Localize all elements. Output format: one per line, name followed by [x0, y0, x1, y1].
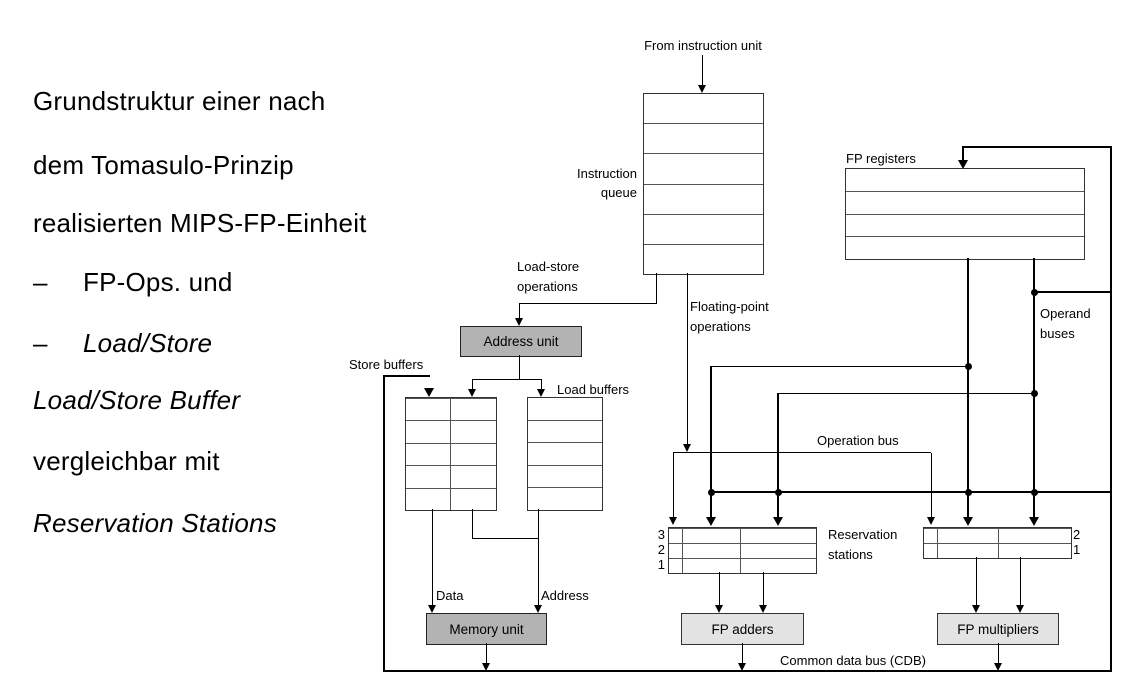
table-row: [406, 488, 496, 510]
connector-line: [486, 643, 487, 664]
arrowhead: [1029, 517, 1039, 526]
column-divider: [682, 528, 683, 573]
table-row: [669, 543, 816, 558]
arrowhead: [972, 605, 980, 613]
cdb-operand-branch: [1034, 291, 1111, 293]
reservation-stations-adders-box: [668, 527, 817, 574]
store-buffers-label: Store buffers: [349, 357, 424, 372]
table-row: [406, 443, 496, 465]
fp-adders-box: FP adders: [681, 613, 804, 645]
operation-bus-label: Operation bus: [817, 433, 899, 448]
operand-tap-line: [711, 366, 968, 367]
reservation-stations-label: Reservation stations: [828, 527, 898, 562]
operand-bus-line: [1033, 258, 1035, 518]
address-line: [538, 509, 539, 605]
cdb-right-riser: [1110, 146, 1112, 672]
table-row: [528, 465, 602, 488]
cdb-bottom-line: [383, 670, 1112, 672]
junction-dot: [965, 489, 972, 496]
bullet-line-1: – FP-Ops. und: [33, 267, 233, 297]
data-line: [432, 509, 433, 605]
bullet-dash: –: [33, 267, 48, 297]
arrowhead: [706, 517, 716, 526]
junction-dot: [775, 489, 782, 496]
connector-line: [519, 355, 520, 380]
table-row: [644, 184, 763, 214]
table-row: [644, 153, 763, 183]
cdb-store-branch: [383, 375, 430, 377]
fp-registers-box: [845, 168, 1085, 260]
load-buffers-box: [527, 397, 603, 511]
table-row: [528, 420, 602, 443]
instruction-queue-label: Instruction queue: [577, 166, 637, 200]
from-instruction-unit-label: From instruction unit: [644, 38, 762, 53]
arrowhead: [958, 160, 968, 169]
arrowhead: [759, 605, 767, 613]
connector-line: [763, 572, 764, 605]
table-row: [644, 123, 763, 153]
connector-line: [1020, 557, 1021, 605]
heading-line-2: dem Tomasulo-Prinzip: [33, 150, 294, 180]
connector-line: [976, 557, 977, 605]
table-row: [528, 398, 602, 420]
connector-line: [472, 538, 539, 539]
heading-line-3: realisierten MIPS-FP-Einheit: [33, 208, 367, 238]
junction-dot: [1031, 390, 1038, 397]
arrowhead: [1016, 605, 1024, 613]
column-divider: [998, 528, 999, 558]
table-row: [669, 528, 816, 543]
junction-dot: [965, 363, 972, 370]
connector-line: [472, 509, 473, 539]
junction-dot: [1031, 489, 1038, 496]
address-unit-box: Address unit: [460, 326, 582, 357]
reservation-stations-multipliers-box: [923, 527, 1072, 559]
arrowhead: [715, 605, 723, 613]
bullet-dash: –: [33, 328, 48, 358]
cdb-top-branch: [962, 146, 1112, 148]
cdb-left-riser: [383, 375, 385, 672]
table-row: [406, 465, 496, 487]
column-divider: [740, 528, 741, 573]
rs-adders-row-numbers: 3 2 1: [657, 527, 665, 572]
fp-operations-line: [687, 273, 688, 445]
table-row: [644, 94, 763, 123]
address-label: Address: [541, 588, 589, 603]
column-divider: [937, 528, 938, 558]
table-row: [406, 398, 496, 420]
floating-point-operations-label: Floating-point operations: [690, 299, 769, 334]
table-row: [528, 442, 602, 465]
operand-bus-line: [777, 393, 779, 518]
arrowhead: [428, 605, 436, 613]
connector-line: [656, 273, 657, 304]
table-row: [644, 244, 763, 274]
table-row: [846, 169, 1084, 191]
operand-tap-line: [778, 393, 1034, 394]
junction-dot: [1031, 289, 1038, 296]
fp-multipliers-box: FP multipliers: [937, 613, 1059, 645]
connector-line: [519, 303, 657, 304]
heading-line-1: Grundstruktur einer nach: [33, 86, 326, 116]
arrowhead: [698, 85, 706, 93]
cdb-label: Common data bus (CDB): [780, 653, 926, 668]
table-row: [406, 420, 496, 442]
column-divider: [450, 398, 451, 510]
connector-line: [931, 453, 932, 517]
text-line-vergleichbar: vergleichbar mit: [33, 446, 220, 476]
connector-line: [719, 572, 720, 605]
arrowhead: [515, 318, 523, 326]
arrowhead: [963, 517, 973, 526]
text-line-load-store-buffer: Load/Store Buffer: [33, 385, 241, 415]
operand-buses-label: Operand buses: [1040, 306, 1091, 341]
arrowhead: [537, 389, 545, 397]
table-row: [846, 236, 1084, 259]
table-row: [528, 487, 602, 510]
operand-bus-line: [967, 258, 969, 518]
fp-registers-label: FP registers: [846, 151, 916, 166]
data-label: Data: [436, 588, 464, 603]
arrowhead: [669, 517, 677, 525]
arrowhead: [468, 389, 476, 397]
connector-line: [702, 55, 703, 86]
arrowhead: [534, 605, 542, 613]
connector-line: [742, 643, 743, 664]
table-row: [644, 214, 763, 244]
arrowhead: [773, 517, 783, 526]
table-row: [846, 214, 1084, 237]
table-row: [846, 191, 1084, 214]
rs-multipliers-row-numbers: 2 1: [1073, 527, 1081, 557]
connector-line: [472, 379, 542, 380]
cdb-distribution-line: [710, 491, 1112, 493]
connector-line: [998, 643, 999, 664]
load-buffers-label: Load buffers: [557, 382, 630, 397]
table-row: [669, 558, 816, 573]
junction-dot: [708, 489, 715, 496]
store-buffers-box: [405, 397, 497, 511]
load-store-operations-label: Load-store operations: [517, 259, 580, 294]
arrowhead: [683, 444, 691, 452]
arrowhead: [424, 388, 434, 397]
connector-line: [673, 453, 674, 517]
text-line-reservation-stations: Reservation Stations: [33, 508, 277, 538]
memory-unit-box: Memory unit: [426, 613, 547, 645]
bullet-line-2: – Load/Store: [33, 328, 213, 358]
instruction-queue-box: [643, 93, 764, 275]
arrowhead: [927, 517, 935, 525]
